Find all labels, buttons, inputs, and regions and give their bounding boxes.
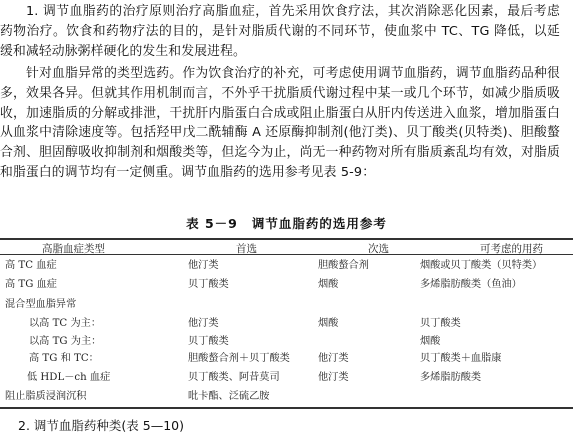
table-cell: 以高 TG 为主：: [29, 336, 102, 347]
header-optional: 可考虑的用药: [480, 243, 543, 255]
header-first-choice: 首选: [236, 243, 257, 255]
table-cell: 高 TG 血症: [5, 279, 57, 290]
paragraph-1: 1. 调节血脂药的治疗原则治疗高脂血症，首先采用饮食疗法，其次消除恶化因素，最后考虑药物治疗。饮食和药物疗法的目的，是针对脂质代谢的不同环节，使血浆中 TC、TG 降低，以延缓和减轻动脉粥样硬化的发生和发展进程。: [0, 4, 560, 59]
table-cell: 贝丁酸类: [188, 336, 229, 347]
table-cell: 混合型血脂异常: [5, 299, 77, 310]
table-cell: 吡卡酯、泛硫乙胺: [188, 391, 270, 402]
table-cell: 以高 TC 为主：: [29, 318, 102, 329]
header-type: 高脂血症类型: [42, 243, 105, 255]
table-caption: 调节血脂药的选用参考: [251, 216, 387, 231]
table-cell: 他汀类: [188, 318, 219, 329]
header-second-choice: 次选: [368, 243, 389, 255]
table-cell: 烟酸: [420, 336, 441, 347]
table-cell: 他汀类: [188, 260, 219, 271]
table-cell: 烟酸: [318, 279, 339, 290]
table-cell: 贝丁酸类: [420, 318, 461, 329]
table-cell: 多烯脂肪酸类: [420, 372, 482, 383]
section-heading: 2. 调节血脂药种类(表 5—10): [18, 418, 184, 433]
table-cell: 胆酸螯合剂＋贝丁酸类: [188, 353, 290, 364]
table-cell: 贝丁酸类、阿昔莫司: [188, 372, 280, 383]
table-cell: 高 TG 和 TC：: [29, 353, 99, 364]
table-cell: 多烯脂肪酸类（鱼油）: [420, 279, 522, 290]
paragraph-2: 针对血脂异常的类型选药。作为饮食治疗的补充，可考虑使用调节血脂药，调节血脂药品种很多，效果各异。但就其作用机制而言，不外乎干扰脂质代谢过程中某一或几个环节，如减少脂质吸收，加速脂质的分解或排泄，干扰肝内脂蛋白合成或阻止脂蛋白从肝内传送进入血浆，增加脂蛋白从血浆中清除速度等。包括羟甲戊二酰辅酶 A 还原酶抑制剂(他汀类)、贝丁酸类(贝特类)、胆酸螯合剂、胆固醇吸收抑制剂和烟酸类等，但迄今为止，尚无一种药物对所有脂质紊乱均有效，对脂质和脂蛋白的调节均有一定侧重。调节血脂药的选用参考见表 5-9：: [0, 66, 560, 180]
table-cell: 高 TC 血症: [5, 260, 57, 271]
table-title: [0, 214, 573, 232]
table-bottom-rule: [0, 407, 573, 409]
table-number: 表 5－9: [186, 216, 238, 231]
table-cell: 胆酸螯合剂: [318, 260, 369, 271]
table-top-rule: [0, 238, 573, 240]
table-cell: 低 HDL－ch 血症: [27, 372, 111, 383]
table-cell: 烟酸或贝丁酸类（贝特类）: [420, 260, 543, 271]
table-cell: 他汀类: [318, 372, 349, 383]
table-cell: 烟酸: [318, 318, 339, 329]
table-cell: 贝丁酸类＋血脂康: [420, 353, 502, 364]
table-cell: 他汀类: [318, 353, 349, 364]
table-cell: 阻止脂质浸润沉积: [5, 391, 87, 402]
table-cell: 贝丁酸类: [188, 279, 229, 290]
